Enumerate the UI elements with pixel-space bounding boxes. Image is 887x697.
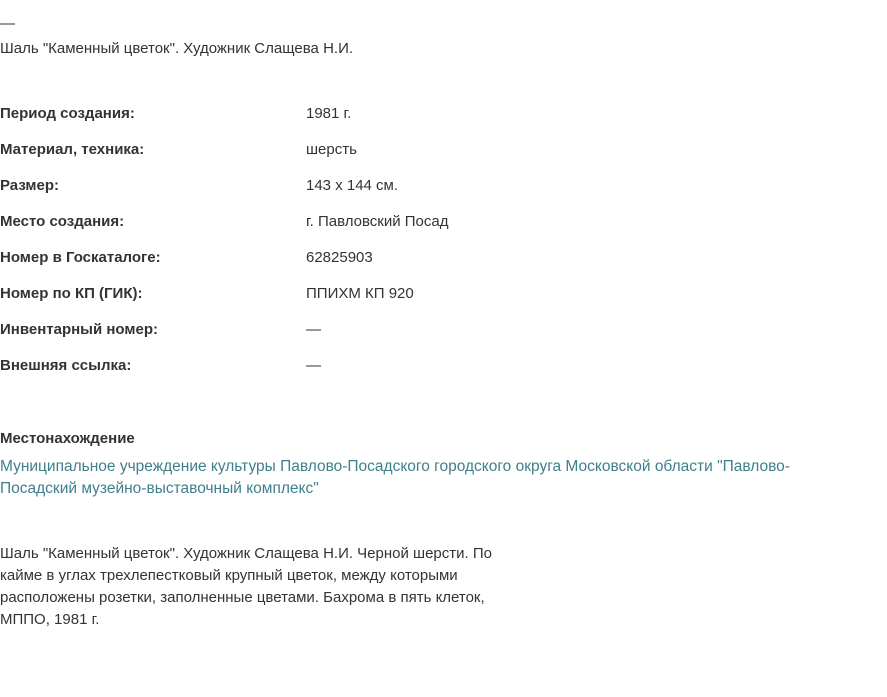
properties-table xyxy=(0,104,887,392)
property-label: Материал, техника: xyxy=(0,141,145,158)
property-row-size xyxy=(0,176,887,212)
property-label: Внешняя ссылка: xyxy=(0,357,132,374)
property-label: Место создания: xyxy=(0,213,125,230)
property-row-place xyxy=(0,212,887,248)
property-value: 62825903 xyxy=(306,249,373,266)
property-row-goscatalog xyxy=(0,248,887,284)
property-row-inventory xyxy=(0,320,887,356)
property-row-material xyxy=(0,140,887,176)
property-value: ППИХМ КП 920 xyxy=(306,285,414,302)
property-row-external-link xyxy=(0,356,887,392)
property-label: Номер по КП (ГИК): xyxy=(0,285,143,302)
property-label: Размер: xyxy=(0,177,60,194)
property-label: Номер в Госкаталоге: xyxy=(0,249,161,266)
property-label: Период создания: xyxy=(0,105,135,122)
property-value: 143 x 144 см. xyxy=(306,177,399,194)
property-value: — xyxy=(306,321,321,338)
description-text: Шаль "Каменный цветок". Художник Слащева Н.И. Черной шерсти. По кайме в углах трехлепестковый крупный цветок, между которыми расположены розетки, заполненные цветами. Бахрома в пять клеток, МППО, 1981 г. xyxy=(0,545,492,628)
property-row-kp xyxy=(0,284,887,320)
property-value: г. Павловский Посад xyxy=(306,213,449,230)
page-title: Шаль "Каменный цветок". Художник Слащева Н.И. xyxy=(0,40,354,57)
property-row-period xyxy=(0,104,887,140)
property-label: Инвентарный номер: xyxy=(0,321,158,338)
location-heading: Местонахождение xyxy=(0,430,135,447)
property-value: — xyxy=(306,357,321,374)
top-dash: — xyxy=(0,15,15,32)
property-value: шерсть xyxy=(306,141,357,158)
museum-link[interactable]: Муниципальное учреждение культуры Павлово-Посадского городского округа Московской области "Павлово- Посадский музейно-выставочный комплекс" xyxy=(0,458,790,497)
property-value: 1981 г. xyxy=(306,105,352,122)
